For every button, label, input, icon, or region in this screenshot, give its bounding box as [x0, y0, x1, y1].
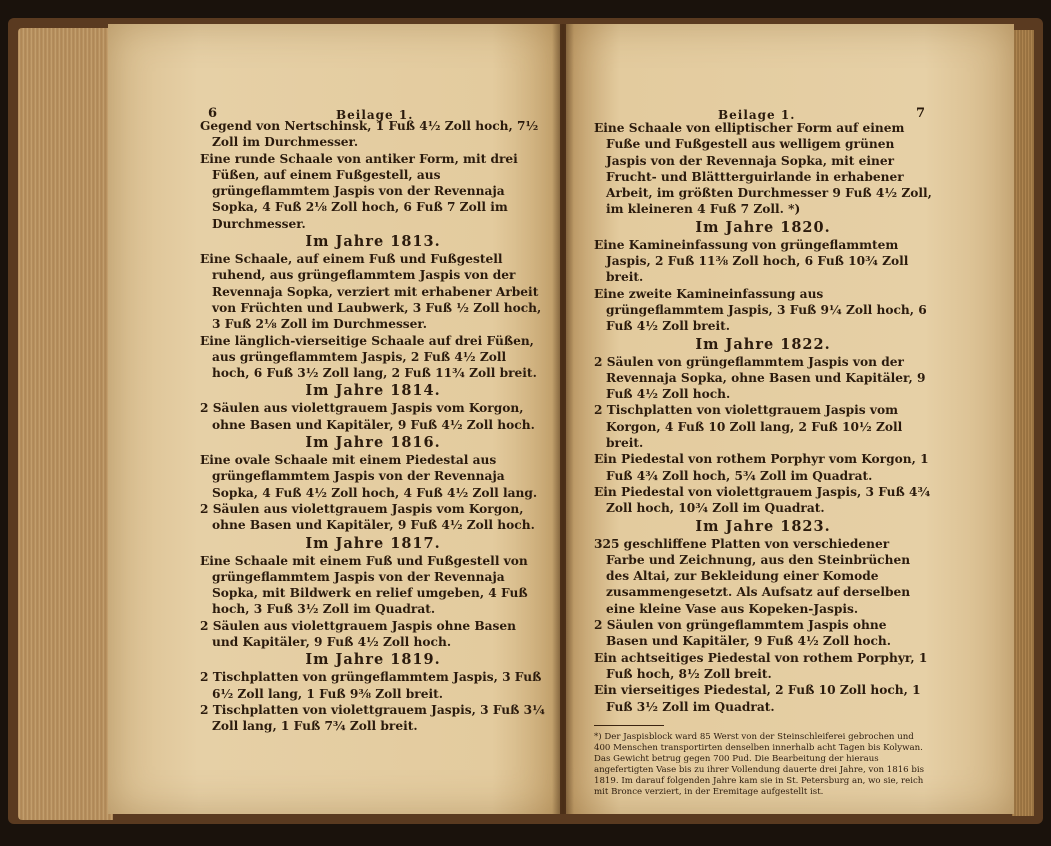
- entry-paragraph: Eine zweite Kamineinfassung aus grüngeflammtem Jaspis, 3 Fuß 9¼ Zoll hoch, 6 Fuß 4½ Zoll breit.: [594, 286, 927, 334]
- page-edges-right: [1012, 30, 1034, 816]
- entry-paragraph: 2 Säulen aus violettgrauem Jaspis vom Korgon, ohne Basen und Kapitäler, 9 Fuß 4½ Zoll hoch.: [200, 401, 535, 432]
- entry-paragraph: Ein Piedestal von rothem Porphyr vom Korgon, 1 Fuß 4¾ Zoll hoch, 5¾ Zoll im Quadrat.: [594, 452, 929, 483]
- left-page-text: [200, 118, 546, 735]
- year-heading: Im Jahre 1819.: [305, 651, 441, 669]
- entry-paragraph: Eine ovale Schaale mit einem Piedestal aus grüngeflammtem Jaspis von der Revennaja Sopka, 4 Fuß 4½ Zoll hoch, 4 Fuß 4½ Zoll lang.: [200, 453, 538, 500]
- entry-paragraph: Eine länglich-vierseitige Schaale auf drei Füßen, aus grüngeflammtem Jaspis, 2 Fuß 4½ Zoll hoch, 6 Fuß 3½ Zoll lang, 2 Fuß 11¾ Zoll breit.: [200, 333, 537, 381]
- page-edges-left: [18, 28, 113, 820]
- entry-paragraph: Eine Schaale mit einem Fuß und Fußgestell von grüngeflammtem Jaspis von der Revennaja Sopka, mit Bildwerk en relief umgeben, 4 Fuß hoch, 3 Fuß 3½ Zoll im Quadrat.: [200, 553, 528, 617]
- entry-paragraph: 325 geschliffene Platten von verschiedener Farbe und Zeichnung, aus den Steinbrüchen des Altai, zur Bekleidung einer Komode zusammengesetzt. Als Aufsatz auf derselben eine kleine Vase aus Kopeken-Jaspis.: [594, 536, 911, 616]
- year-heading: Im Jahre 1823.: [695, 517, 831, 535]
- footnote: *) Der Jaspisblock ward 85 Werst von der Steinschleiferei gebrochen und 400 Menschen transportirten denselben innerhalb acht Tagen bis Kolywan. Das Gewicht betrug gegen 700 Pud. Die Bearbeitung der hieraus angefertigten Vase bis zu ihrer Vollendung dauerte drei Jahre, von 1816 bis 1819. Im darauf folgenden Jahre kam sie in St. Petersburg an, wo sie, reich mit Bronce verziert, in der Eremitage aufgestellt ist.: [594, 731, 925, 797]
- entry-paragraph: 2 Säulen aus violettgrauem Jaspis vom Korgon, ohne Basen und Kapitäler, 9 Fuß 4½ Zoll hoch.: [200, 501, 535, 533]
- entry-paragraph: Ein Piedestal von violettgrauem Jaspis, 3 Fuß 4¾ Zoll hoch, 10¾ Zoll im Quadrat.: [594, 484, 931, 516]
- running-head: Beilage 1.: [718, 108, 796, 122]
- footnote-rule: [594, 725, 664, 726]
- page-number: 6: [208, 106, 218, 121]
- entry-paragraph: Ein vierseitiges Piedestal, 2 Fuß 10 Zoll hoch, 1 Fuß 3½ Zoll im Quadrat.: [594, 683, 921, 714]
- entry-paragraph: 2 Säulen von grüngeflammtem Jaspis ohne Basen und Kapitäler, 9 Fuß 4½ Zoll hoch.: [594, 618, 891, 649]
- entry-paragraph: Eine Schaale von elliptischer Form auf einem Fuße und Fußgestell aus welligem grünen Jaspis von der Revennaja Sopka, mit einer Frucht- und Blättterguirlande in erhabener Arbeit, im größten Durchmesser 9 Fuß 4½ Zoll, im kleineren 4 Fuß 7 Zoll. *): [594, 121, 932, 217]
- year-heading: Im Jahre 1822.: [695, 335, 831, 353]
- entry-paragraph: Gegend von Nertschinsk, 1 Fuß 4½ Zoll hoch, 7½ Zoll im Durchmesser.: [200, 119, 539, 150]
- entry-paragraph: Ein achtseitiges Piedestal von rothem Porphyr, 1 Fuß hoch, 8½ Zoll breit.: [594, 650, 928, 681]
- entry-paragraph: 2 Säulen von grüngeflammtem Jaspis von der Revennaja Sopka, ohne Basen und Kapitäler, 9 Fuß 4½ Zoll hoch.: [594, 354, 926, 402]
- right-page-text: [594, 120, 932, 798]
- entry-paragraph: 2 Tischplatten von violettgrauem Jaspis, 3 Fuß 3¼ Zoll lang, 1 Fuß 7¾ Zoll breit.: [200, 702, 545, 734]
- entry-paragraph: 2 Tischplatten von violettgrauem Jaspis vom Korgon, 4 Fuß 10 Zoll lang, 2 Fuß 10½ Zoll breit.: [594, 403, 903, 451]
- entry-paragraph: 2 Säulen aus violettgrauem Jaspis ohne Basen und Kapitäler, 9 Fuß 4½ Zoll hoch.: [200, 618, 517, 650]
- year-heading: Im Jahre 1813.: [305, 233, 441, 251]
- entry-paragraph: Eine Schaale, auf einem Fuß und Fußgestell ruhend, aus grüngeflammtem Jaspis von der Revennaja Sopka, verziert mit erhabener Arbeit von Früchten und Laubwerk, 3 Fuß ½ Zoll hoch, 3 Fuß 2⅛ Zoll im Durchmesser.: [200, 252, 542, 332]
- running-head: Beilage 1.: [336, 108, 414, 122]
- entry-paragraph: Eine Kamineinfassung von grüngeflammtem Jaspis, 2 Fuß 11⅜ Zoll hoch, 6 Fuß 10¾ Zoll breit.: [594, 237, 909, 285]
- page-number: 7: [916, 106, 926, 121]
- left-page: [108, 24, 560, 814]
- year-heading: Im Jahre 1817.: [305, 534, 441, 552]
- entry-paragraph: 2 Tischplatten von grüngeflammtem Jaspis, 3 Fuß 6½ Zoll lang, 1 Fuß 9⅜ Zoll breit.: [200, 670, 542, 701]
- right-page: [566, 24, 1014, 814]
- year-heading: Im Jahre 1820.: [695, 218, 831, 236]
- book-gutter: [552, 24, 574, 814]
- year-heading: Im Jahre 1814.: [305, 382, 441, 400]
- entry-paragraph: Eine runde Schaale von antiker Form, mit drei Füßen, auf einem Fußgestell, aus grüngeflammtem Jaspis von der Revennaja Sopka, 4 Fuß 2⅛ Zoll hoch, 6 Fuß 7 Zoll im Durchmesser.: [200, 151, 518, 231]
- year-heading: Im Jahre 1816.: [305, 434, 441, 452]
